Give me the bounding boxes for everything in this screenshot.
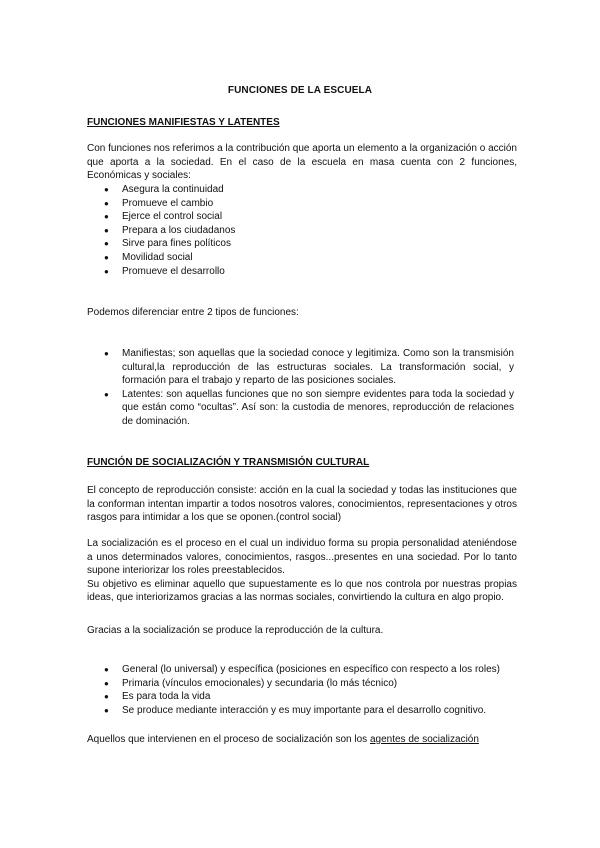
bullet-icon: ● <box>104 239 109 249</box>
paragraph-socialization <box>87 537 517 605</box>
section-heading-socializacion: FUNCIÓN DE SOCIALIZACIÓN Y TRANSMISIÓN CULTURAL <box>87 457 370 468</box>
list-item: ● Se produce mediante interacción y es muy importante para el desarrollo cognitivo. <box>104 704 487 716</box>
list-item: ● Latentes: son aquellas funciones que no son siempre evidentes para toda la sociedad y que están como “ocultas”. Así son: la custodia de menores, reproducción de relaciones de dominación. <box>104 388 514 427</box>
list-item: ● Prepara a los ciudadanos <box>104 224 236 236</box>
bullet-icon: ● <box>104 665 109 674</box>
types-intro-text: Podemos diferenciar entre 2 tipos de funciones: <box>87 307 299 318</box>
list-item: ● Promueve el cambio <box>104 197 214 209</box>
list-item: ● Ejerce el control social <box>104 211 223 223</box>
bullet-icon: ● <box>104 678 109 688</box>
list-item: ● Primaria (vínculos emocionales) y secundaria (lo más técnico) <box>104 677 398 689</box>
list-item: ● General (lo universal) y específica (posiciones en específico con respecto a los roles) <box>104 664 500 675</box>
socialization-text-2: Su objetivo es eliminar aquello que supuestamente es lo que nos controla por nuestras propias ideas, que interiorizamos gracias a las normas sociales, convirtiendo la cultura en algo propio. <box>87 578 517 604</box>
bullet-icon: ● <box>104 198 109 208</box>
reproduction-text: El concepto de reproducción consiste: acción en la cual la sociedad y todas las instituciones que la conforman intentan impartir a todos nosotros valores, conocimientos, representaciones y otros rasgos para intimidar a los que se oponen.(control social) <box>87 485 517 524</box>
list-item: ● Asegura la continuidad <box>104 184 224 195</box>
bullet-icon: ● <box>104 349 109 358</box>
agents-text: Aquellos que intervienen en el proceso de socialización son los <box>87 734 370 745</box>
list-item: ● Es para toda la vida <box>104 691 211 703</box>
function-types-list <box>104 347 514 429</box>
section-heading-manifiestas-latentes: FUNCIONES MANIFIESTAS Y LATENTES <box>87 117 280 128</box>
bullet-icon: ● <box>104 266 109 276</box>
school-functions-list <box>104 183 504 278</box>
bullet-icon: ● <box>104 225 109 235</box>
bullet-icon: ● <box>104 185 109 194</box>
agents-sentence <box>87 733 517 747</box>
list-item: ● Promueve el desarrollo <box>104 265 225 277</box>
list-item: ● Manifiestas; son aquellas que la sociedad conoce y legitimiza. Como son la transmisión cultural,la reproducción de las estructuras sociales. La transformación social, y formación para el trabajo y reparto de las posiciones sociales. <box>104 348 514 387</box>
list-item: ● Movilidad social <box>104 251 193 263</box>
paragraph-reproduction <box>87 484 517 525</box>
agents-link[interactable]: agentes de socialización <box>369 734 479 745</box>
paragraph-agents <box>87 733 517 747</box>
intro-text: Con funciones nos referimos a la contribución que aporta un elemento a la organización o acción que aporta a la sociedad. En el caso de la escuela en masa cuenta con 2 funciones, Económicas y sociales: <box>87 143 517 182</box>
culture-text: Gracias a la socialización se produce la reproducción de la cultura. <box>87 625 384 636</box>
bullet-icon: ● <box>104 252 109 262</box>
socialization-types-list <box>104 663 524 717</box>
paragraph-types-intro <box>87 306 517 320</box>
bullet-icon: ● <box>104 389 109 399</box>
document-title: FUNCIONES DE LA ESCUELA <box>227 85 373 96</box>
paragraph-culture <box>87 624 517 638</box>
bullet-icon: ● <box>104 212 109 222</box>
socialization-text-1: La socialización es el proceso en el cual un individuo forma su propia personalidad ateniéndose a unos determinados valores, conocimientos, rasgos...presentes en una sociedad. Por lo tanto supone interiorizar los roles preestablecidos. <box>87 538 517 577</box>
paragraph-intro <box>87 142 517 183</box>
list-item: ● Sirve para fines políticos <box>104 238 231 250</box>
bullet-icon: ● <box>104 705 109 715</box>
bullet-icon: ● <box>104 692 109 702</box>
